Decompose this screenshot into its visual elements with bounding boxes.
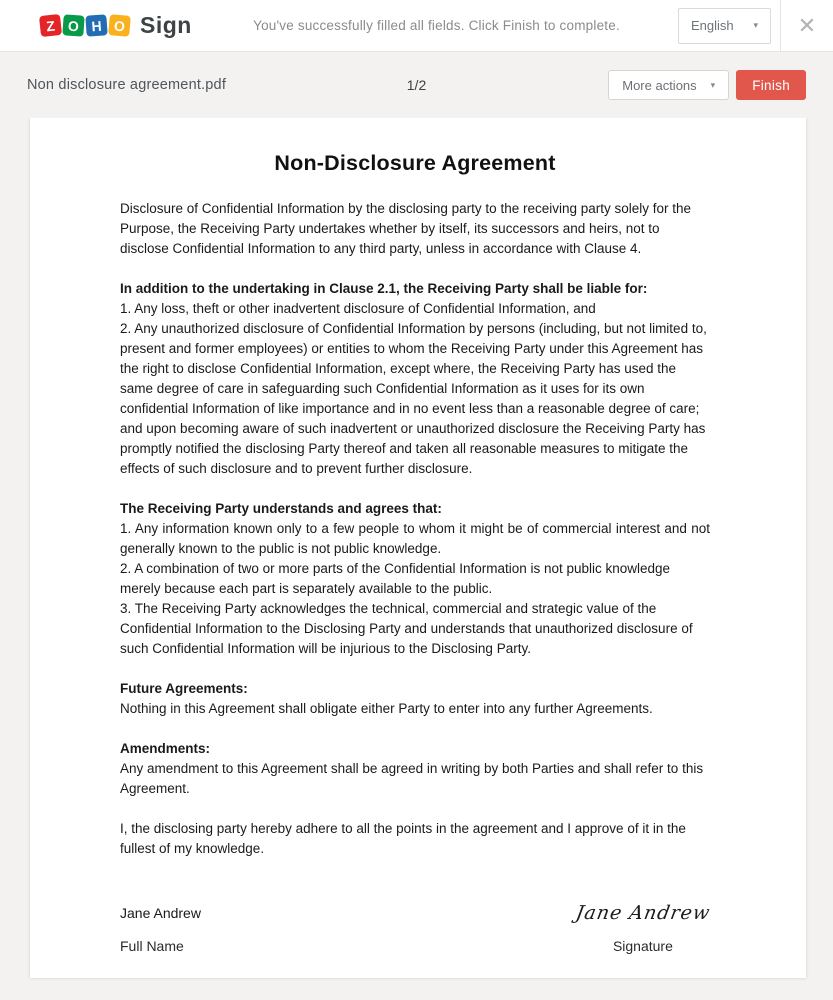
document-filename: Non disclosure agreement.pdf	[27, 77, 227, 93]
more-actions-button[interactable]	[608, 70, 729, 100]
document-section	[120, 739, 710, 799]
chevron-down-icon: ▾	[710, 79, 716, 90]
full-name-field[interactable]: Jane Andrew	[120, 905, 201, 921]
finish-button[interactable]: Finish	[736, 70, 806, 100]
signature-row	[120, 903, 710, 956]
language-dropdown[interactable]	[678, 8, 771, 44]
document-paragraph: Any amendment to this Agreement shall be agreed in writing by both Parties and shall refer to this Agreement.	[120, 761, 704, 796]
logo-tile-z: Z	[39, 14, 62, 37]
document-paragraph: 2. Any unauthorized disclosure of Confidential Information by persons (including, but not limited to, present and former employees) or entities to whom the Receiving Party under this Agreement has the right to disclose Confidential Information, except where, the Receiving Party has used the same degree of care in safeguarding such Confidential Information as it uses for its own confidential Information of like importance and in no event less than a reasonable degree of care; and upon becoming aware of such inadvertent or unauthorized disclosure the Receiving Party has promptly notified the disclosing Party thereof and taken all reasonable measures to mitigate the effects of such disclosure and to prevent further disclosure.	[120, 321, 707, 476]
document-toolbar	[0, 52, 833, 118]
signature-label: Signature	[612, 938, 673, 954]
signature-field-group	[573, 902, 712, 956]
document-section	[120, 819, 710, 859]
close-icon[interactable]: ✕	[797, 12, 817, 38]
app-header	[0, 0, 833, 52]
document-section	[120, 279, 710, 479]
document-paragraph: Nothing in this Agreement shall obligate either Party to enter into any further Agreements.	[120, 701, 653, 716]
document-section	[120, 679, 710, 719]
document-paragraph: 3. The Receiving Party acknowledges the technical, commercial and strategic value of the Confidential Information to the Disclosing Party and understands that unauthorized disclosure of such Confidential Information will be injurious to the Disclosing Party.	[120, 601, 693, 656]
full-name-field-group	[120, 903, 201, 956]
more-actions-label: More actions	[622, 77, 697, 93]
document-section	[120, 499, 710, 659]
language-dropdown-value: English	[691, 18, 734, 33]
document-title: Non-Disclosure Agreement	[274, 151, 556, 175]
section-heading: The Receiving Party understands and agrees that:	[120, 501, 442, 516]
document-paragraph: Disclosure of Confidential Information by the disclosing party to the receiving party solely for the Purpose, the Receiving Party undertakes whether by itself, its successors and heirs, not to disclose Confidential Information to any third party, unless in accordance with Clause 4.	[120, 201, 692, 256]
signature-field[interactable]: Jane Andrew	[573, 902, 712, 924]
section-heading: Amendments:	[120, 741, 211, 756]
zoho-sign-logo	[40, 12, 192, 39]
section-heading: In addition to the undertaking in Clause 2.1, the Receiving Party shall be liable for:	[120, 281, 648, 296]
document-paragraph: 2. A combination of two or more parts of the Confidential Information is not public knowledge merely because each part is separately available to the public.	[120, 561, 671, 596]
logo-tile-o2: O	[108, 14, 131, 37]
status-message: You've successfully filled all fields. Click Finish to complete.	[253, 18, 620, 33]
logo-tile-o1: O	[62, 14, 84, 36]
full-name-label: Full Name	[120, 938, 184, 954]
page-indicator: 1/2	[406, 77, 427, 93]
document-section	[120, 199, 710, 259]
section-heading: Future Agreements:	[120, 681, 248, 696]
document-paragraph: 1. Any loss, theft or other inadvertent disclosure of Confidential Information, and	[120, 301, 596, 316]
logo-product-name: Sign	[140, 12, 192, 38]
chevron-down-icon: ▾	[753, 20, 758, 30]
toolbar-actions	[608, 70, 806, 100]
logo-tile-h: H	[85, 14, 107, 36]
zoho-logo-tiles	[40, 15, 132, 36]
header-right	[678, 0, 833, 51]
document-viewer	[0, 118, 833, 1000]
document-paragraph: 1. Any information known only to a few people to whom it might be of commercial interest and not generally known to the public is not public knowledge.	[120, 521, 710, 556]
document-body	[120, 199, 710, 956]
document-paragraph: I, the disclosing party hereby adhere to all the points in the agreement and I approve of it in the fullest of my knowledge.	[120, 821, 686, 856]
document-page	[30, 118, 806, 978]
